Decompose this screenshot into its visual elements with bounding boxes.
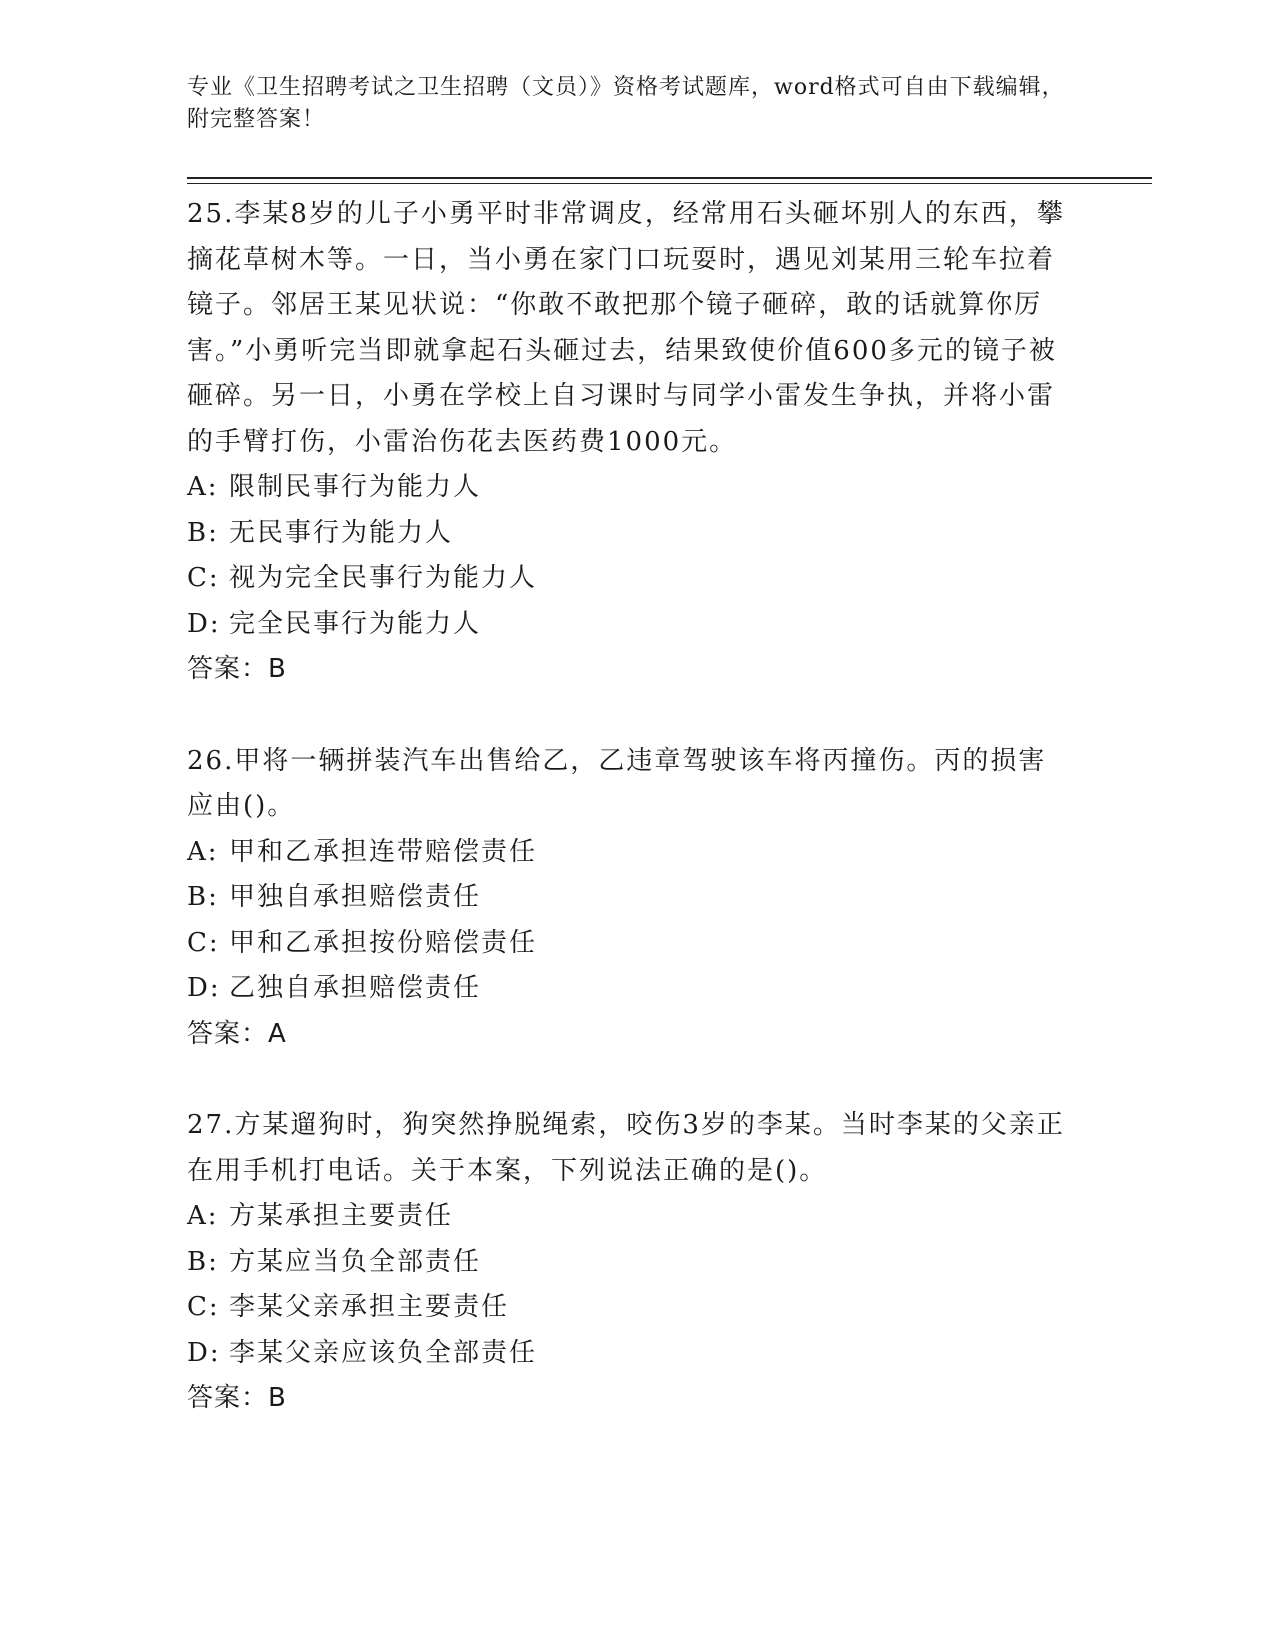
option-letter: A: (187, 836, 219, 867)
question-stem: 25.李某8岁的儿子小勇平时非常调皮，经常用石头砸坏别人的东西，攀摘花草树木等。一日，当小勇在家门口玩耍时，遇见刘某用三轮车拉着镜子。邻居王某见状说：“你敢不敢把那个镜子砸碎，敢的话就算你厉害。”小勇听完当即就拿起石头砸过去，结果致使价值600多元的镜子被砸碎。另一日，小勇在学校上自习课时与同学小雷发生争执，并将小雷的手臂打伤，小雷治伤花去医药费1000元。 (187, 199, 1065, 457)
option-b (187, 875, 1067, 921)
option-letter: D: (187, 1337, 221, 1368)
option-b (187, 1240, 1067, 1286)
option-a (187, 465, 1067, 511)
question-stem: 27.方某遛狗时，狗突然挣脱绳索，咬伤3岁的李某。当时李某的父亲正在用手机打电话。关于本案，下列说法正确的是()。 (187, 1110, 1065, 1186)
option-d (187, 1331, 1067, 1377)
option-text: 甲和乙承担连带赔偿责任 (229, 836, 538, 867)
option-c (187, 1285, 1067, 1331)
option-c (187, 556, 1067, 602)
option-text: 方某承担主要责任 (229, 1201, 454, 1231)
option-d (187, 602, 1067, 648)
header-divider-thick (187, 177, 1152, 179)
option-text: 无民事行为能力人 (229, 517, 454, 548)
option-letter: C: (187, 563, 220, 593)
option-letter: C: (187, 1292, 220, 1322)
option-c (187, 921, 1067, 967)
option-text: 乙独自承担赔偿责任 (229, 973, 482, 1003)
answer-line: 答案：B (187, 1383, 287, 1413)
option-letter: B: (187, 1246, 219, 1277)
option-text: 甲独自承担赔偿责任 (229, 882, 482, 912)
option-text: 限制民事行为能力人 (229, 472, 482, 502)
option-text: 李某父亲应该负全部责任 (229, 1337, 538, 1368)
option-b (187, 511, 1067, 557)
question-26 (187, 739, 1067, 1058)
question-25 (187, 192, 1067, 693)
option-letter: B: (187, 517, 219, 548)
question-list (187, 192, 1067, 1422)
option-a (187, 1194, 1067, 1240)
question-stem: 26.甲将一辆拼装汽车出售给乙，乙违章驾驶该车将丙撞伤。丙的损害应由()。 (187, 745, 1047, 821)
option-letter: D: (187, 608, 221, 639)
option-text: 完全民事行为能力人 (229, 608, 482, 639)
answer-line: 答案：B (187, 654, 287, 684)
option-a (187, 830, 1067, 876)
document-header: 专业《卫生招聘考试之卫生招聘（文员）》资格考试题库，word格式可自由下载编辑，附完整答案！ (187, 75, 1065, 132)
option-letter: D: (187, 973, 221, 1003)
option-letter: A: (187, 472, 219, 502)
answer-line: 答案：A (187, 1018, 287, 1049)
option-text: 甲和乙承担按份赔偿责任 (229, 927, 538, 958)
option-text: 方某应当负全部责任 (229, 1246, 482, 1277)
option-letter: B: (187, 882, 219, 912)
option-d (187, 966, 1067, 1012)
option-text: 视为完全民事行为能力人 (229, 563, 538, 593)
option-letter: A: (187, 1201, 219, 1231)
header-divider-thin (187, 183, 1152, 184)
option-letter: C: (187, 927, 220, 958)
question-27 (187, 1103, 1067, 1422)
option-text: 李某父亲承担主要责任 (229, 1292, 510, 1322)
